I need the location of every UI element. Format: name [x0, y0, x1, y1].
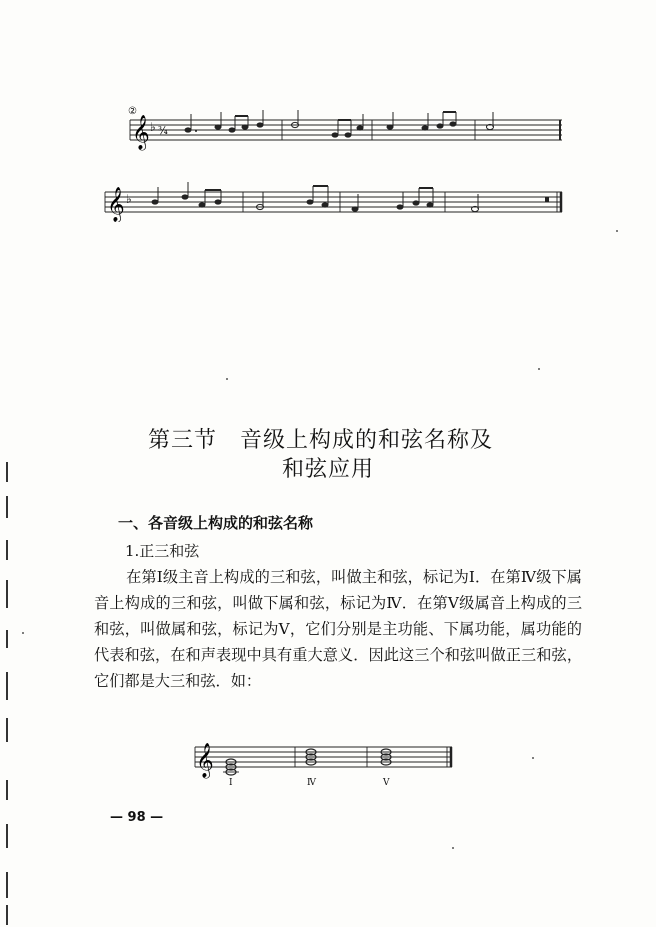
chord-label-1: Ⅰ — [229, 778, 233, 788]
scan-speck — [616, 230, 618, 232]
body-paragraph-text: 在第Ⅰ级主音上构成的三和弦，叫做主和弦，标记为Ⅰ．在第Ⅳ级下属音上构成的三和弦，叫做下属和弦，标记为Ⅳ．在第Ⅴ级属音上构成的三和弦，叫做属和弦，标记为Ⅴ，它们分别是主功能、下属功能，属功能的代表和弦，在和声表现中具有重大意义．因此这三个和弦叫做正三和弦，它们都是大三和弦．如： — [94, 568, 582, 690]
scan-margin-line — [6, 905, 8, 925]
section-title-line-2: 和弦应用 — [281, 457, 374, 482]
svg-text:¾: ¾ — [158, 126, 168, 137]
chord-label-5: Ⅴ — [383, 778, 390, 788]
subsection-heading: 一、各音级上构成的和弦名称 — [118, 514, 314, 532]
scan-margin-line — [6, 824, 8, 848]
example-mark: ② — [128, 106, 137, 117]
scan-speck — [532, 757, 534, 759]
svg-text:♭: ♭ — [126, 192, 132, 206]
scan-margin-line — [6, 672, 8, 700]
music-staff-2 — [100, 172, 570, 222]
section-title-line-1: 第三节 音级上构成的和弦名称及 — [148, 428, 494, 453]
scan-margin-line — [6, 580, 8, 608]
scan-speck — [226, 378, 228, 380]
subsubsection-heading: 1.正三和弦 — [125, 542, 200, 560]
scan-margin-line — [6, 780, 8, 800]
svg-text:𝄞: 𝄞 — [196, 743, 214, 778]
page-number: — 98 — — [110, 810, 164, 825]
scan-margin-line — [6, 540, 8, 560]
svg-text:𝄞: 𝄞 — [107, 187, 125, 222]
scan-speck — [538, 368, 540, 370]
scan-speck — [452, 847, 454, 849]
scan-margin-line — [6, 718, 8, 742]
chord-label-4: Ⅳ — [307, 778, 316, 788]
svg-text:♭: ♭ — [150, 120, 156, 134]
scan-speck — [22, 632, 24, 634]
svg-text:𝄞: 𝄞 — [132, 115, 150, 150]
body-paragraph — [94, 564, 582, 694]
scan-margin-line — [6, 630, 8, 648]
scan-margin-line — [6, 872, 8, 898]
scan-margin-line — [6, 496, 8, 518]
music-staff-1 — [120, 100, 570, 160]
